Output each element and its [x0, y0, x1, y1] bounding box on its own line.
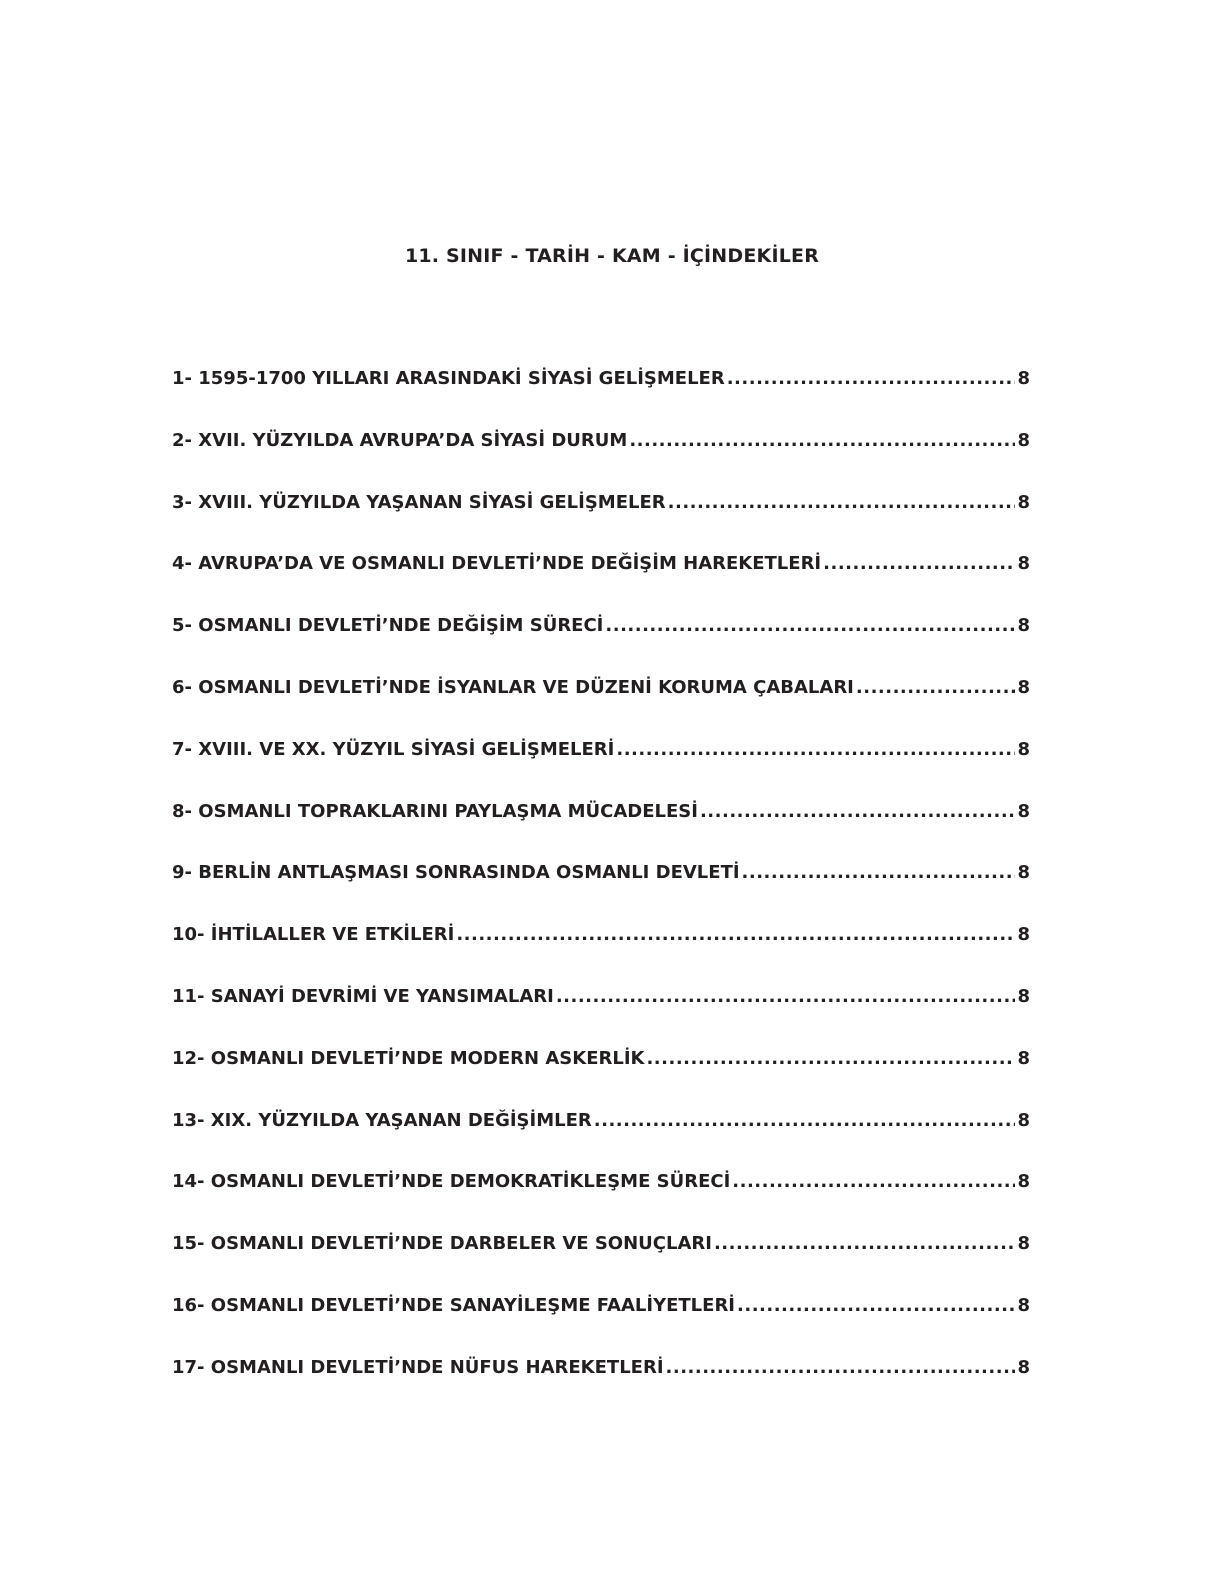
toc-page-number: 8 — [1017, 676, 1030, 698]
dot-leader — [629, 428, 1015, 454]
page-title: 11. SINIF - TARİH - KAM - İÇİNDEKİLER — [404, 245, 820, 267]
toc-entry-label: 1- 1595-1700 YILLARI ARASINDAKİ SİYASİ GELİŞMELER — [172, 368, 725, 389]
dot-leader — [616, 737, 1015, 763]
toc-entry-13[interactable] — [172, 1108, 1030, 1170]
toc-page-number: 8 — [1017, 491, 1030, 513]
toc-entry-1[interactable] — [172, 366, 1030, 428]
dot-leader — [646, 1046, 1015, 1072]
dot-leader — [700, 799, 1016, 825]
toc-entry-2[interactable] — [172, 428, 1030, 490]
toc-entry-label: 9- BERLİN ANTLAŞMASI SONRASINDA OSMANLI DEVLETİ — [172, 862, 740, 884]
dot-leader — [556, 984, 1016, 1010]
toc-entry-8[interactable] — [172, 799, 1030, 861]
dot-leader — [732, 1169, 1015, 1195]
toc-entry-label: 15- OSMANLI DEVLETİ’NDE DARBELER VE SONUÇLARI — [172, 1233, 712, 1255]
toc-entry-label: 2- XVII. YÜZYILDA AVRUPA’DA SİYASİ DURUM — [172, 429, 628, 451]
dot-leader — [737, 1293, 1015, 1319]
toc-page-number: 8 — [1017, 429, 1030, 451]
dot-leader — [594, 1108, 1016, 1134]
toc-entry-5[interactable] — [172, 613, 1030, 675]
toc-entry-10[interactable] — [172, 922, 1030, 984]
toc-entry-label: 11- SANAYİ DEVRİMİ VE YANSIMALARI — [172, 985, 554, 1007]
toc-entry-9[interactable] — [172, 860, 1030, 922]
toc-entry-6[interactable] — [172, 675, 1030, 737]
toc-entry-3[interactable] — [172, 490, 1030, 552]
dot-leader — [714, 1231, 1016, 1257]
toc-entry-7[interactable] — [172, 737, 1030, 799]
toc-entry-label: 16- OSMANLI DEVLETİ’NDE SANAYİLEŞME FAALİYETLERİ — [172, 1294, 736, 1316]
toc-page-number: 8 — [1017, 1047, 1030, 1069]
toc-page-number: 8 — [1017, 985, 1030, 1007]
dot-leader — [666, 1355, 1016, 1381]
toc-entry-17[interactable] — [172, 1355, 1030, 1417]
toc-page-number: 8 — [1017, 1356, 1030, 1378]
toc-entry-4[interactable] — [172, 551, 1030, 613]
toc-entry-16[interactable] — [172, 1293, 1030, 1355]
toc-page-number: 8 — [1017, 553, 1030, 575]
toc-page-number: 8 — [1017, 800, 1030, 822]
toc-page-number: 8 — [1017, 1109, 1030, 1131]
toc-page-number: 8 — [1017, 1171, 1030, 1193]
toc-entry-12[interactable] — [172, 1046, 1030, 1108]
toc-entry-label: 7- XVIII. VE XX. YÜZYIL SİYASİ GELİŞMELERİ — [172, 738, 615, 760]
toc-entry-label: 10- İHTİLALLER VE ETKİLERİ — [172, 924, 455, 946]
toc-entry-label: 4- AVRUPA’DA VE OSMANLI DEVLETİ’NDE DEĞİŞİM HAREKETLERİ — [172, 553, 822, 575]
table-of-contents — [172, 366, 1030, 1417]
dot-leader — [727, 366, 1016, 392]
dot-leader — [742, 860, 1016, 886]
toc-entry-label: 13- XIX. YÜZYILDA YAŞANAN DEĞİŞİMLER — [172, 1109, 592, 1131]
toc-entry-label: 3- XVIII. YÜZYILDA YAŞANAN SİYASİ GELİŞMELER — [172, 491, 666, 513]
toc-entry-label: 6- OSMANLI DEVLETİ’NDE İSYANLAR VE DÜZENİ KORUMA ÇABALARI — [172, 676, 854, 698]
toc-entry-label: 14- OSMANLI DEVLETİ’NDE DEMOKRATİKLEŞME SÜRECİ — [172, 1171, 731, 1193]
dot-leader — [823, 551, 1015, 577]
toc-page-number: 8 — [1017, 738, 1030, 760]
toc-page-number: 8 — [1017, 368, 1030, 389]
toc-entry-14[interactable] — [172, 1169, 1030, 1231]
toc-page-number: 8 — [1017, 1294, 1030, 1316]
toc-entry-label: 12- OSMANLI DEVLETİ’NDE MODERN ASKERLİK — [172, 1047, 645, 1069]
toc-entry-15[interactable] — [172, 1231, 1030, 1293]
toc-page-number: 8 — [1017, 1233, 1030, 1255]
dot-leader — [668, 490, 1016, 516]
toc-entry-label: 17- OSMANLI DEVLETİ’NDE NÜFUS HAREKETLERİ — [172, 1356, 664, 1378]
toc-page-number: 8 — [1017, 924, 1030, 946]
toc-page-number: 8 — [1017, 615, 1030, 637]
dot-leader — [456, 922, 1015, 948]
toc-entry-label: 8- OSMANLI TOPRAKLARINI PAYLAŞMA MÜCADELESİ — [172, 800, 698, 822]
toc-entry-label: 5- OSMANLI DEVLETİ’NDE DEĞİŞİM SÜRECİ — [172, 615, 604, 637]
toc-entry-11[interactable] — [172, 984, 1030, 1046]
dot-leader — [856, 675, 1016, 701]
toc-page-number: 8 — [1017, 862, 1030, 884]
dot-leader — [605, 613, 1015, 639]
